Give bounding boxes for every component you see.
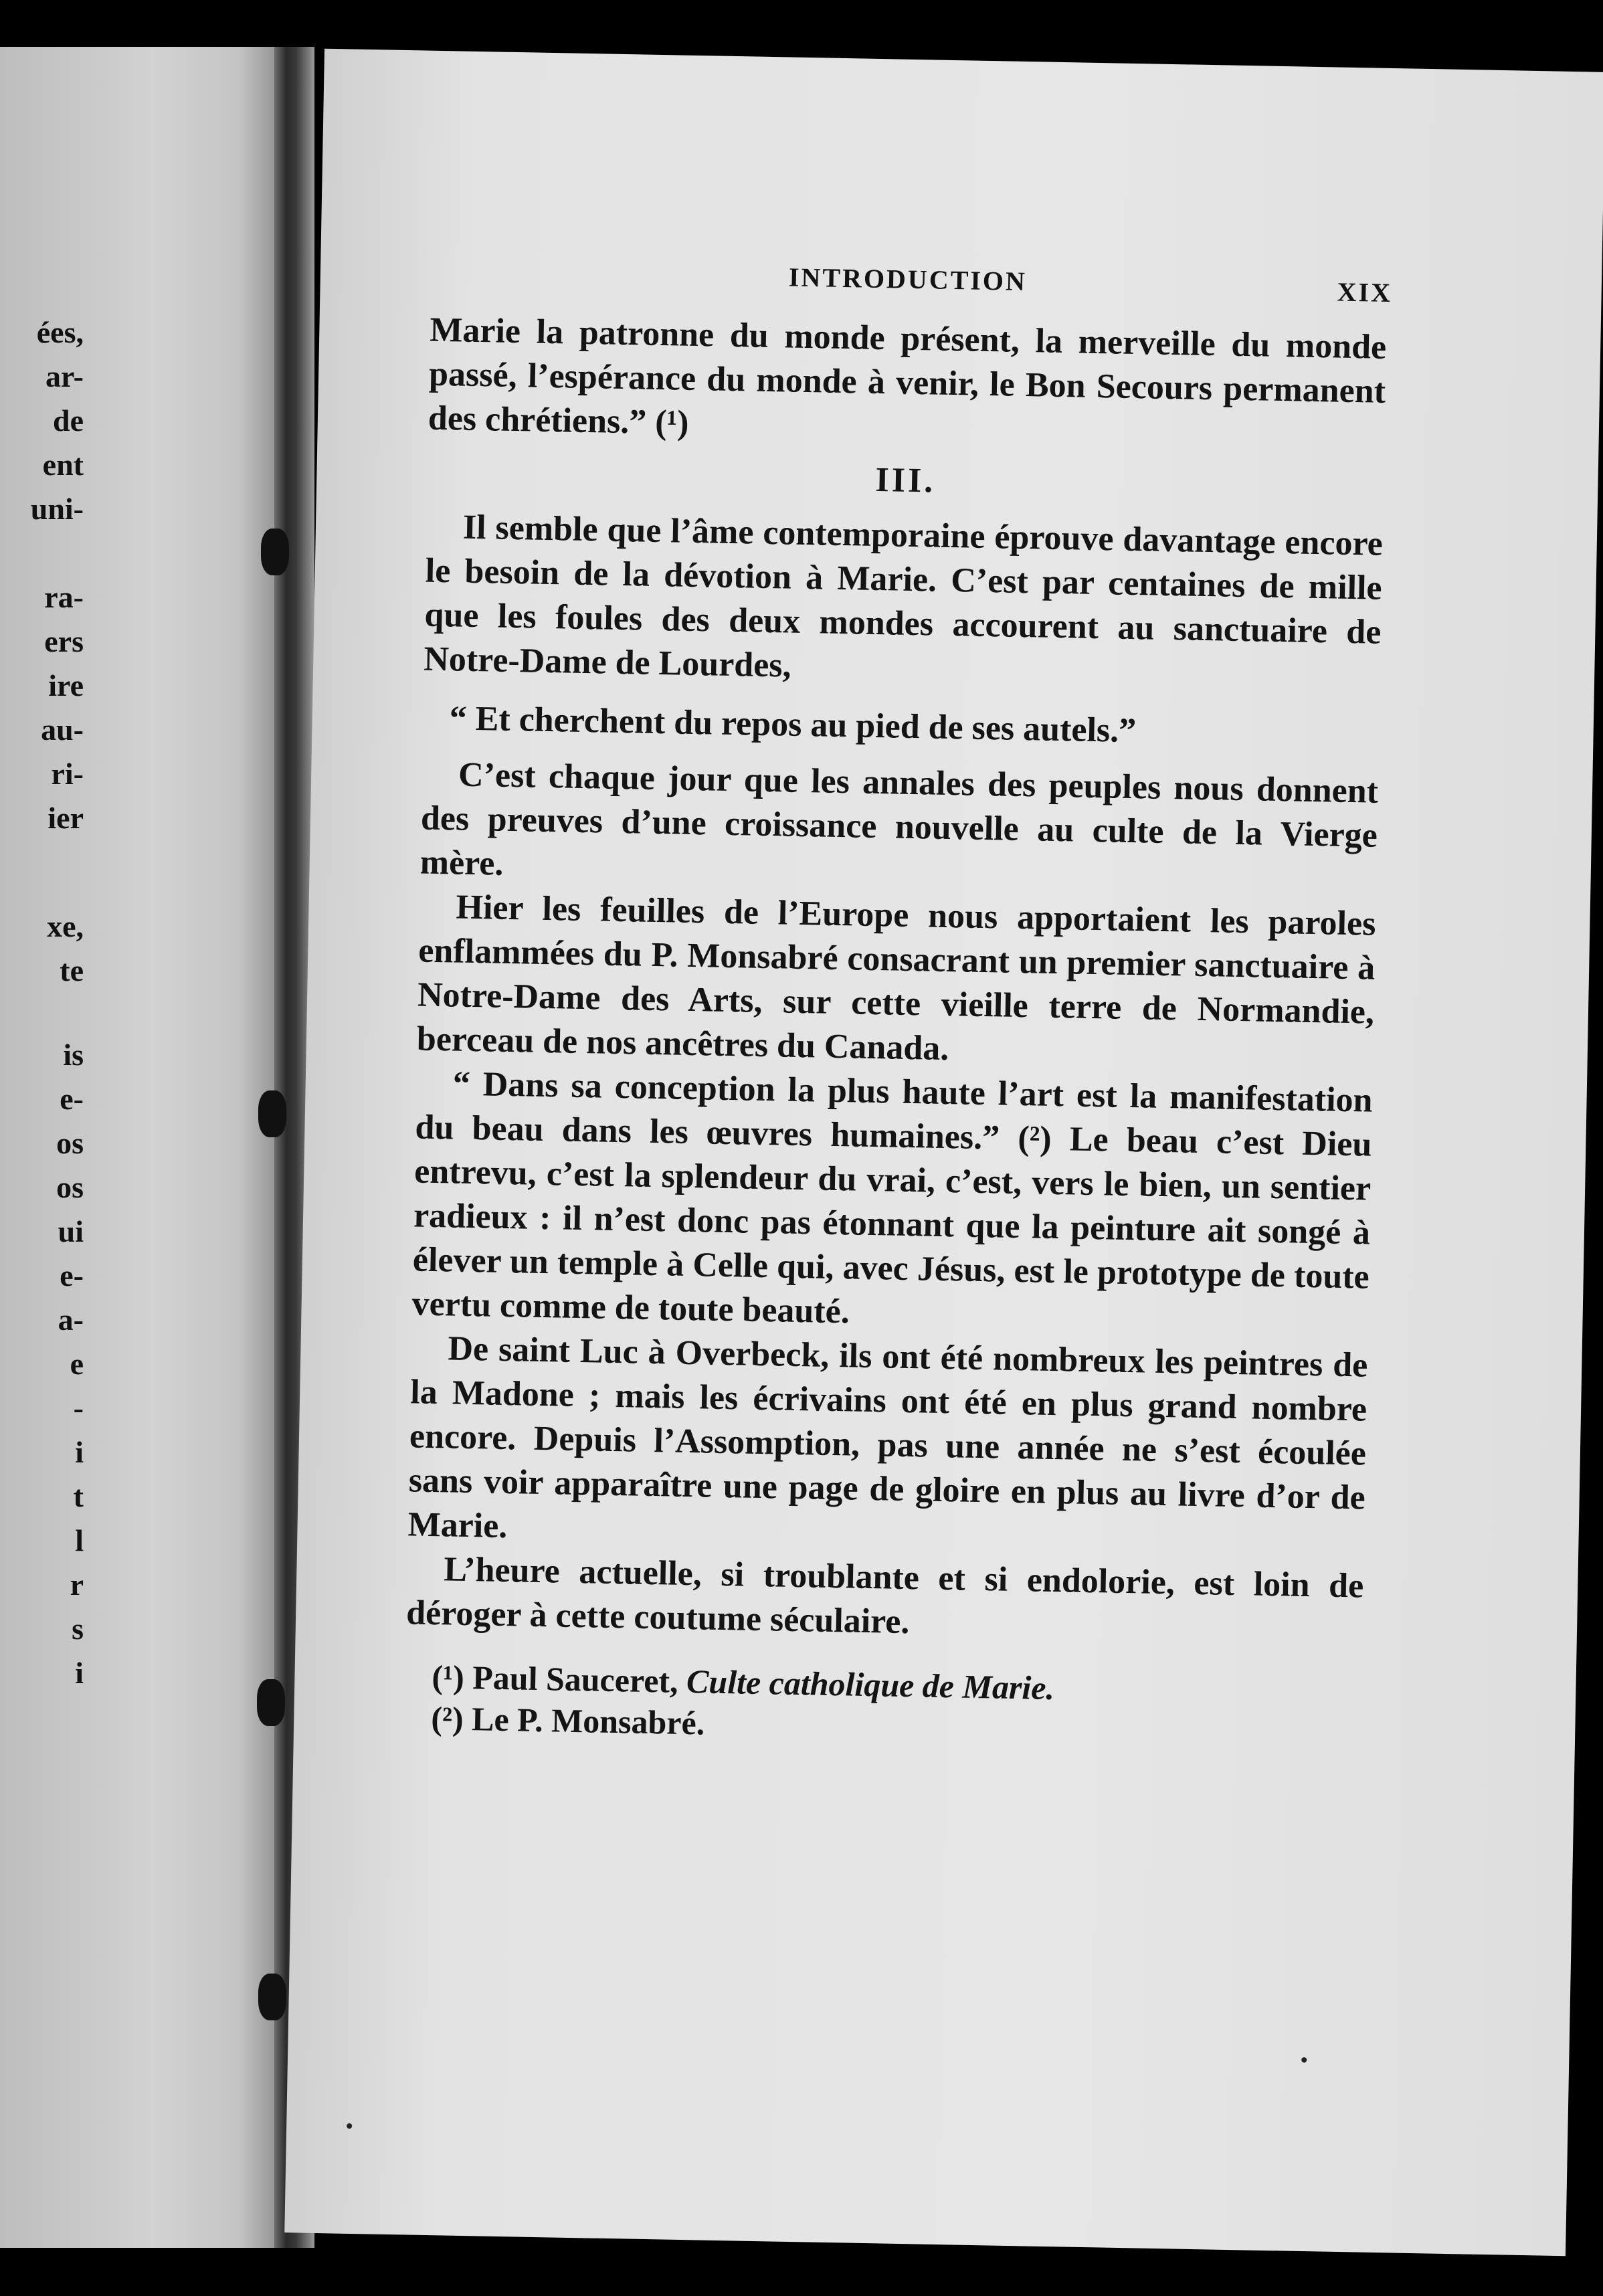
verse-quotation: “ Et cherchent du repos au pied de ses autels.” (449, 699, 1137, 751)
left-page-fragment: te (60, 953, 84, 987)
left-page-fragment: r (70, 1567, 84, 1602)
left-page-fragment: ri- (51, 757, 84, 791)
page-number: XIX (1337, 276, 1393, 308)
paragraph: De saint Luc à Overbeck, ils ont été nombreux les peintres de la Madone ; mais les écrivains ont été en plus grand nombre encore. Depuis l’Assomption, pas une année ne s’est écoulée sans voir apparaître une page de gloire en plus au livre d’or de Marie. (407, 1329, 1368, 1546)
page-text (404, 308, 1387, 1756)
left-page-fragment: s (72, 1612, 84, 1646)
footnote-reference: (²) (1017, 1119, 1052, 1158)
left-page-fragment: e- (60, 1258, 84, 1293)
paragraph: L’heure actuelle, si troublante et si endolorie, est loin de déroger à cette coutume séculaire. (405, 1550, 1364, 1642)
left-page-fragment: xe, (47, 909, 84, 943)
left-page-fragment: ui (58, 1214, 84, 1248)
left-page-fragment: uni- (30, 492, 84, 526)
left-page-fragment: a- (58, 1303, 84, 1337)
left-page-fragment: os (56, 1170, 84, 1204)
quotation: “ Dans sa conception la plus haute l’art est la manifestation du beau dans les œuvres humaines.” (415, 1064, 1374, 1157)
left-page-fragment: ra- (44, 580, 84, 614)
binding-stitch (258, 1090, 286, 1137)
left-page-edge (0, 47, 281, 2248)
paragraph (411, 1061, 1373, 1343)
footnotes (404, 1655, 1362, 1755)
paragraph-text: Le beau c’est Dieu entrevu, c’est la splendeur du vrai, c’est, vers le bien, un sentier radieux : il n’est donc pas étonnant que la peinture ait songé à élever un temple à Celle qui, avec Jésus, est le prototype de toute vertu comme de toute beauté. (411, 1120, 1372, 1331)
left-page-fragment: de (53, 403, 84, 438)
left-page-fragment: l (75, 1523, 84, 1557)
paragraph-continued (428, 308, 1386, 458)
binding-stitch (257, 1679, 285, 1726)
footnote-mark: (¹) (431, 1658, 465, 1696)
left-page-fragment: is (63, 1038, 84, 1072)
right-page (284, 49, 1603, 2257)
paragraph: C’est chaque jour que les annales des peuples nous donnent des preuves d’une croissance nouvelle au culte de la Vierge mère. (419, 755, 1379, 883)
left-page-fragment: e- (60, 1082, 84, 1116)
footnote-reference: (¹) (654, 403, 690, 442)
left-page-fragment: i (75, 1656, 84, 1690)
left-page-fragment: ar- (45, 359, 84, 393)
footnote-mark: (²) (430, 1699, 464, 1737)
left-page-fragment: ers (44, 624, 84, 658)
left-page-fragment: os (56, 1126, 84, 1160)
footnote-text: Le P. Monsabré. (471, 1700, 705, 1742)
footnote-title: Culte catholique de Marie. (686, 1662, 1055, 1707)
footnote-author: Paul Sauceret, (472, 1658, 679, 1700)
paragraph-text: Marie la patronne du monde présent, la merveille du monde passé, l’espérance du monde à venir, le Bon Secours permanent des chrétiens.” (428, 310, 1387, 442)
paragraph: Hier les feuilles de l’Europe nous apportaient les paroles enflammées du P. Monsabré consacrant un premier sanctuaire à Notre-Dame des Arts, sur cette vieille terre de Normandie, berceau de nos ancêtres du Canada. (416, 888, 1376, 1068)
ink-speck (347, 2123, 352, 2129)
ink-speck (1301, 2057, 1307, 2063)
running-head: INTRODUCTION (788, 262, 1028, 297)
left-page-fragment: t (73, 1479, 84, 1513)
left-page-fragment: - (73, 1391, 84, 1425)
left-page-fragment: ées, (36, 315, 84, 349)
left-page-fragment: ier (48, 801, 84, 835)
left-page-fragment: ent (42, 448, 84, 482)
binding-stitch (258, 1974, 286, 2020)
left-page-fragment: e (70, 1347, 84, 1381)
left-page-fragment: i (75, 1435, 84, 1469)
section-number: III. (875, 460, 936, 500)
left-page-fragment: ire (48, 668, 84, 702)
paragraph: Il semble que l’âme contemporaine éprouve davantage encore le besoin de la dévotion à Marie. C’est par centaines de mille que les foules des deux mondes accourent au sanctuaire de Notre-Dame de Lourdes, (423, 508, 1384, 685)
left-page-fragment: au- (41, 712, 84, 747)
binding-stitch (261, 529, 289, 575)
